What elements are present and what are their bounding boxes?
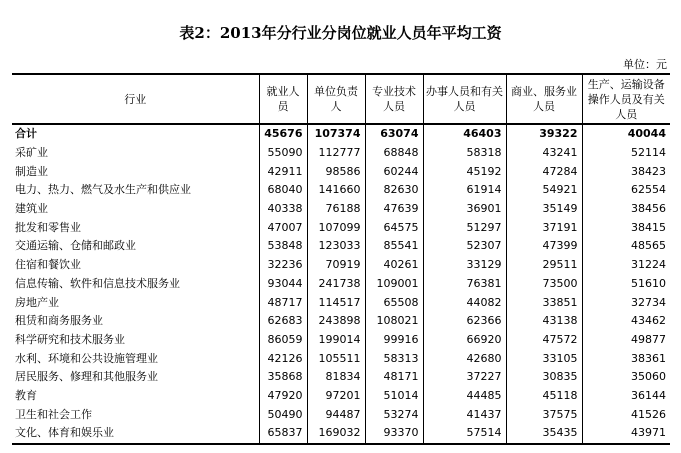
table-title: 表2：2013年分行业分岗位就业人员年平均工资 xyxy=(179,24,502,42)
table-row xyxy=(12,293,670,312)
cell-commerce-service: 45118 xyxy=(506,387,582,406)
industry-name: 房地产业 xyxy=(15,295,59,309)
cell-employed: 32236 xyxy=(259,256,307,275)
cell-commerce-service: 35149 xyxy=(506,200,582,219)
table-row xyxy=(12,405,670,424)
cell-unit-head: 98586 xyxy=(307,162,365,181)
cell-unit-head: 241738 xyxy=(307,275,365,294)
cell-clerical: 45192 xyxy=(423,162,506,181)
table-row-total xyxy=(12,124,670,144)
cell-unit-head: 76188 xyxy=(307,200,365,219)
cell-commerce-service: 73500 xyxy=(506,275,582,294)
cell-commerce-service: 54921 xyxy=(506,181,582,200)
table-row xyxy=(12,218,670,237)
cell-clerical: 44485 xyxy=(423,387,506,406)
header-row xyxy=(12,74,670,124)
cell-employed: 48717 xyxy=(259,293,307,312)
cell-technical: 64575 xyxy=(365,218,423,237)
industry-name: 批发和零售业 xyxy=(15,220,81,234)
industry-name: 教育 xyxy=(15,388,37,402)
wage-table xyxy=(12,73,670,445)
cell-unit-head: 105511 xyxy=(307,349,365,368)
cell-production: 36144 xyxy=(582,387,670,406)
cell-clerical: 33129 xyxy=(423,256,506,275)
table-row xyxy=(12,368,670,387)
cell-employed: 65837 xyxy=(259,424,307,444)
cell-unit-head: 81834 xyxy=(307,368,365,387)
col-header-employed: 就业人员 xyxy=(259,74,307,124)
col-header-technical: 专业技术人员 xyxy=(365,74,423,124)
cell-commerce-service: 47572 xyxy=(506,331,582,350)
cell-commerce-service: 43138 xyxy=(506,312,582,331)
industry-name: 交通运输、仓储和邮政业 xyxy=(15,239,136,253)
cell-technical: 53274 xyxy=(365,405,423,424)
unit-label: 单位：元 xyxy=(623,58,667,71)
cell-technical: 60244 xyxy=(365,162,423,181)
cell-unit-head: 94487 xyxy=(307,405,365,424)
cell-clerical: 61914 xyxy=(423,181,506,200)
table-row xyxy=(12,349,670,368)
cell-technical: 51014 xyxy=(365,387,423,406)
cell-clerical: 44082 xyxy=(423,293,506,312)
cell-production: 31224 xyxy=(582,256,670,275)
industry-name: 信息传输、软件和信息技术服务业 xyxy=(15,276,180,290)
cell-technical: 68848 xyxy=(365,144,423,163)
cell-clerical: 66920 xyxy=(423,331,506,350)
industry-name: 采矿业 xyxy=(15,146,48,160)
industry-name: 电力、热力、燃气及水生产和供应业 xyxy=(15,183,191,197)
cell-employed: 47920 xyxy=(259,387,307,406)
cell-employed: 40338 xyxy=(259,200,307,219)
cell-unit-head: 70919 xyxy=(307,256,365,275)
cell-unit-head: 97201 xyxy=(307,387,365,406)
cell-technical: 93370 xyxy=(365,424,423,444)
cell-production: 38361 xyxy=(582,349,670,368)
cell-employed: 93044 xyxy=(259,275,307,294)
table-row xyxy=(12,424,670,444)
cell-clerical: 42680 xyxy=(423,349,506,368)
cell-employed: 47007 xyxy=(259,218,307,237)
table-row xyxy=(12,312,670,331)
cell-commerce-service: 47284 xyxy=(506,162,582,181)
cell-commerce-service: 37191 xyxy=(506,218,582,237)
cell-clerical: 62366 xyxy=(423,312,506,331)
cell-unit-head: 199014 xyxy=(307,331,365,350)
table-row xyxy=(12,331,670,350)
cell-employed: 45676 xyxy=(259,124,307,144)
cell-employed: 50490 xyxy=(259,405,307,424)
cell-commerce-service: 37575 xyxy=(506,405,582,424)
industry-name: 科学研究和技术服务业 xyxy=(15,332,125,346)
cell-unit-head: 243898 xyxy=(307,312,365,331)
cell-production: 40044 xyxy=(582,124,670,144)
cell-clerical: 57514 xyxy=(423,424,506,444)
cell-commerce-service: 33105 xyxy=(506,349,582,368)
cell-production: 43971 xyxy=(582,424,670,444)
cell-technical: 48171 xyxy=(365,368,423,387)
table-row xyxy=(12,200,670,219)
cell-clerical: 36901 xyxy=(423,200,506,219)
cell-clerical: 52307 xyxy=(423,237,506,256)
col-header-commerce-service: 商业、服务业人员 xyxy=(506,74,582,124)
cell-technical: 108021 xyxy=(365,312,423,331)
cell-production: 38415 xyxy=(582,218,670,237)
cell-technical: 65508 xyxy=(365,293,423,312)
cell-commerce-service: 35435 xyxy=(506,424,582,444)
cell-clerical: 46403 xyxy=(423,124,506,144)
cell-production: 35060 xyxy=(582,368,670,387)
industry-name: 制造业 xyxy=(15,164,48,178)
cell-technical: 85541 xyxy=(365,237,423,256)
cell-production: 51610 xyxy=(582,275,670,294)
cell-technical: 40261 xyxy=(365,256,423,275)
cell-commerce-service: 39322 xyxy=(506,124,582,144)
cell-clerical: 51297 xyxy=(423,218,506,237)
cell-employed: 68040 xyxy=(259,181,307,200)
table-row xyxy=(12,144,670,163)
cell-employed: 42911 xyxy=(259,162,307,181)
cell-commerce-service: 33851 xyxy=(506,293,582,312)
cell-technical: 99916 xyxy=(365,331,423,350)
table-row xyxy=(12,237,670,256)
table-row xyxy=(12,181,670,200)
table-row xyxy=(12,275,670,294)
table-row xyxy=(12,162,670,181)
cell-production: 41526 xyxy=(582,405,670,424)
col-header-production: 生产、运输设备操作人员及有关人员 xyxy=(582,74,670,124)
industry-name: 文化、体育和娱乐业 xyxy=(12,424,259,444)
cell-commerce-service: 30835 xyxy=(506,368,582,387)
cell-commerce-service: 47399 xyxy=(506,237,582,256)
col-header-industry: 行业 xyxy=(12,74,259,124)
cell-employed: 62683 xyxy=(259,312,307,331)
cell-production: 38456 xyxy=(582,200,670,219)
cell-unit-head: 107099 xyxy=(307,218,365,237)
cell-unit-head: 169032 xyxy=(307,424,365,444)
cell-employed: 53848 xyxy=(259,237,307,256)
cell-production: 43462 xyxy=(582,312,670,331)
industry-name: 租赁和商务服务业 xyxy=(15,314,103,328)
cell-commerce-service: 29511 xyxy=(506,256,582,275)
cell-technical: 109001 xyxy=(365,275,423,294)
cell-production: 32734 xyxy=(582,293,670,312)
cell-unit-head: 107374 xyxy=(307,124,365,144)
cell-technical: 82630 xyxy=(365,181,423,200)
col-header-clerical: 办事人员和有关人员 xyxy=(423,74,506,124)
cell-unit-head: 112777 xyxy=(307,144,365,163)
cell-production: 38423 xyxy=(582,162,670,181)
cell-employed: 42126 xyxy=(259,349,307,368)
cell-clerical: 58318 xyxy=(423,144,506,163)
cell-clerical: 41437 xyxy=(423,405,506,424)
industry-name: 水利、环境和公共设施管理业 xyxy=(15,351,158,365)
col-header-unit-head: 单位负责人 xyxy=(307,74,365,124)
cell-clerical: 37227 xyxy=(423,368,506,387)
industry-name: 卫生和社会工作 xyxy=(15,407,92,421)
cell-production: 48565 xyxy=(582,237,670,256)
cell-unit-head: 114517 xyxy=(307,293,365,312)
table-row xyxy=(12,256,670,275)
cell-technical: 47639 xyxy=(365,200,423,219)
cell-employed: 86059 xyxy=(259,331,307,350)
cell-technical: 58313 xyxy=(365,349,423,368)
cell-unit-head: 141660 xyxy=(307,181,365,200)
cell-employed: 35868 xyxy=(259,368,307,387)
industry-name: 合计 xyxy=(15,127,37,141)
cell-production: 49877 xyxy=(582,331,670,350)
table-row xyxy=(12,387,670,406)
industry-name: 住宿和餐饮业 xyxy=(15,258,81,272)
cell-commerce-service: 43241 xyxy=(506,144,582,163)
industry-name: 建筑业 xyxy=(15,202,48,216)
table-body xyxy=(12,124,670,444)
cell-production: 62554 xyxy=(582,181,670,200)
cell-unit-head: 123033 xyxy=(307,237,365,256)
cell-employed: 55090 xyxy=(259,144,307,163)
cell-clerical: 76381 xyxy=(423,275,506,294)
industry-name: 居民服务、修理和其他服务业 xyxy=(15,370,158,384)
cell-technical: 63074 xyxy=(365,124,423,144)
cell-production: 52114 xyxy=(582,144,670,163)
